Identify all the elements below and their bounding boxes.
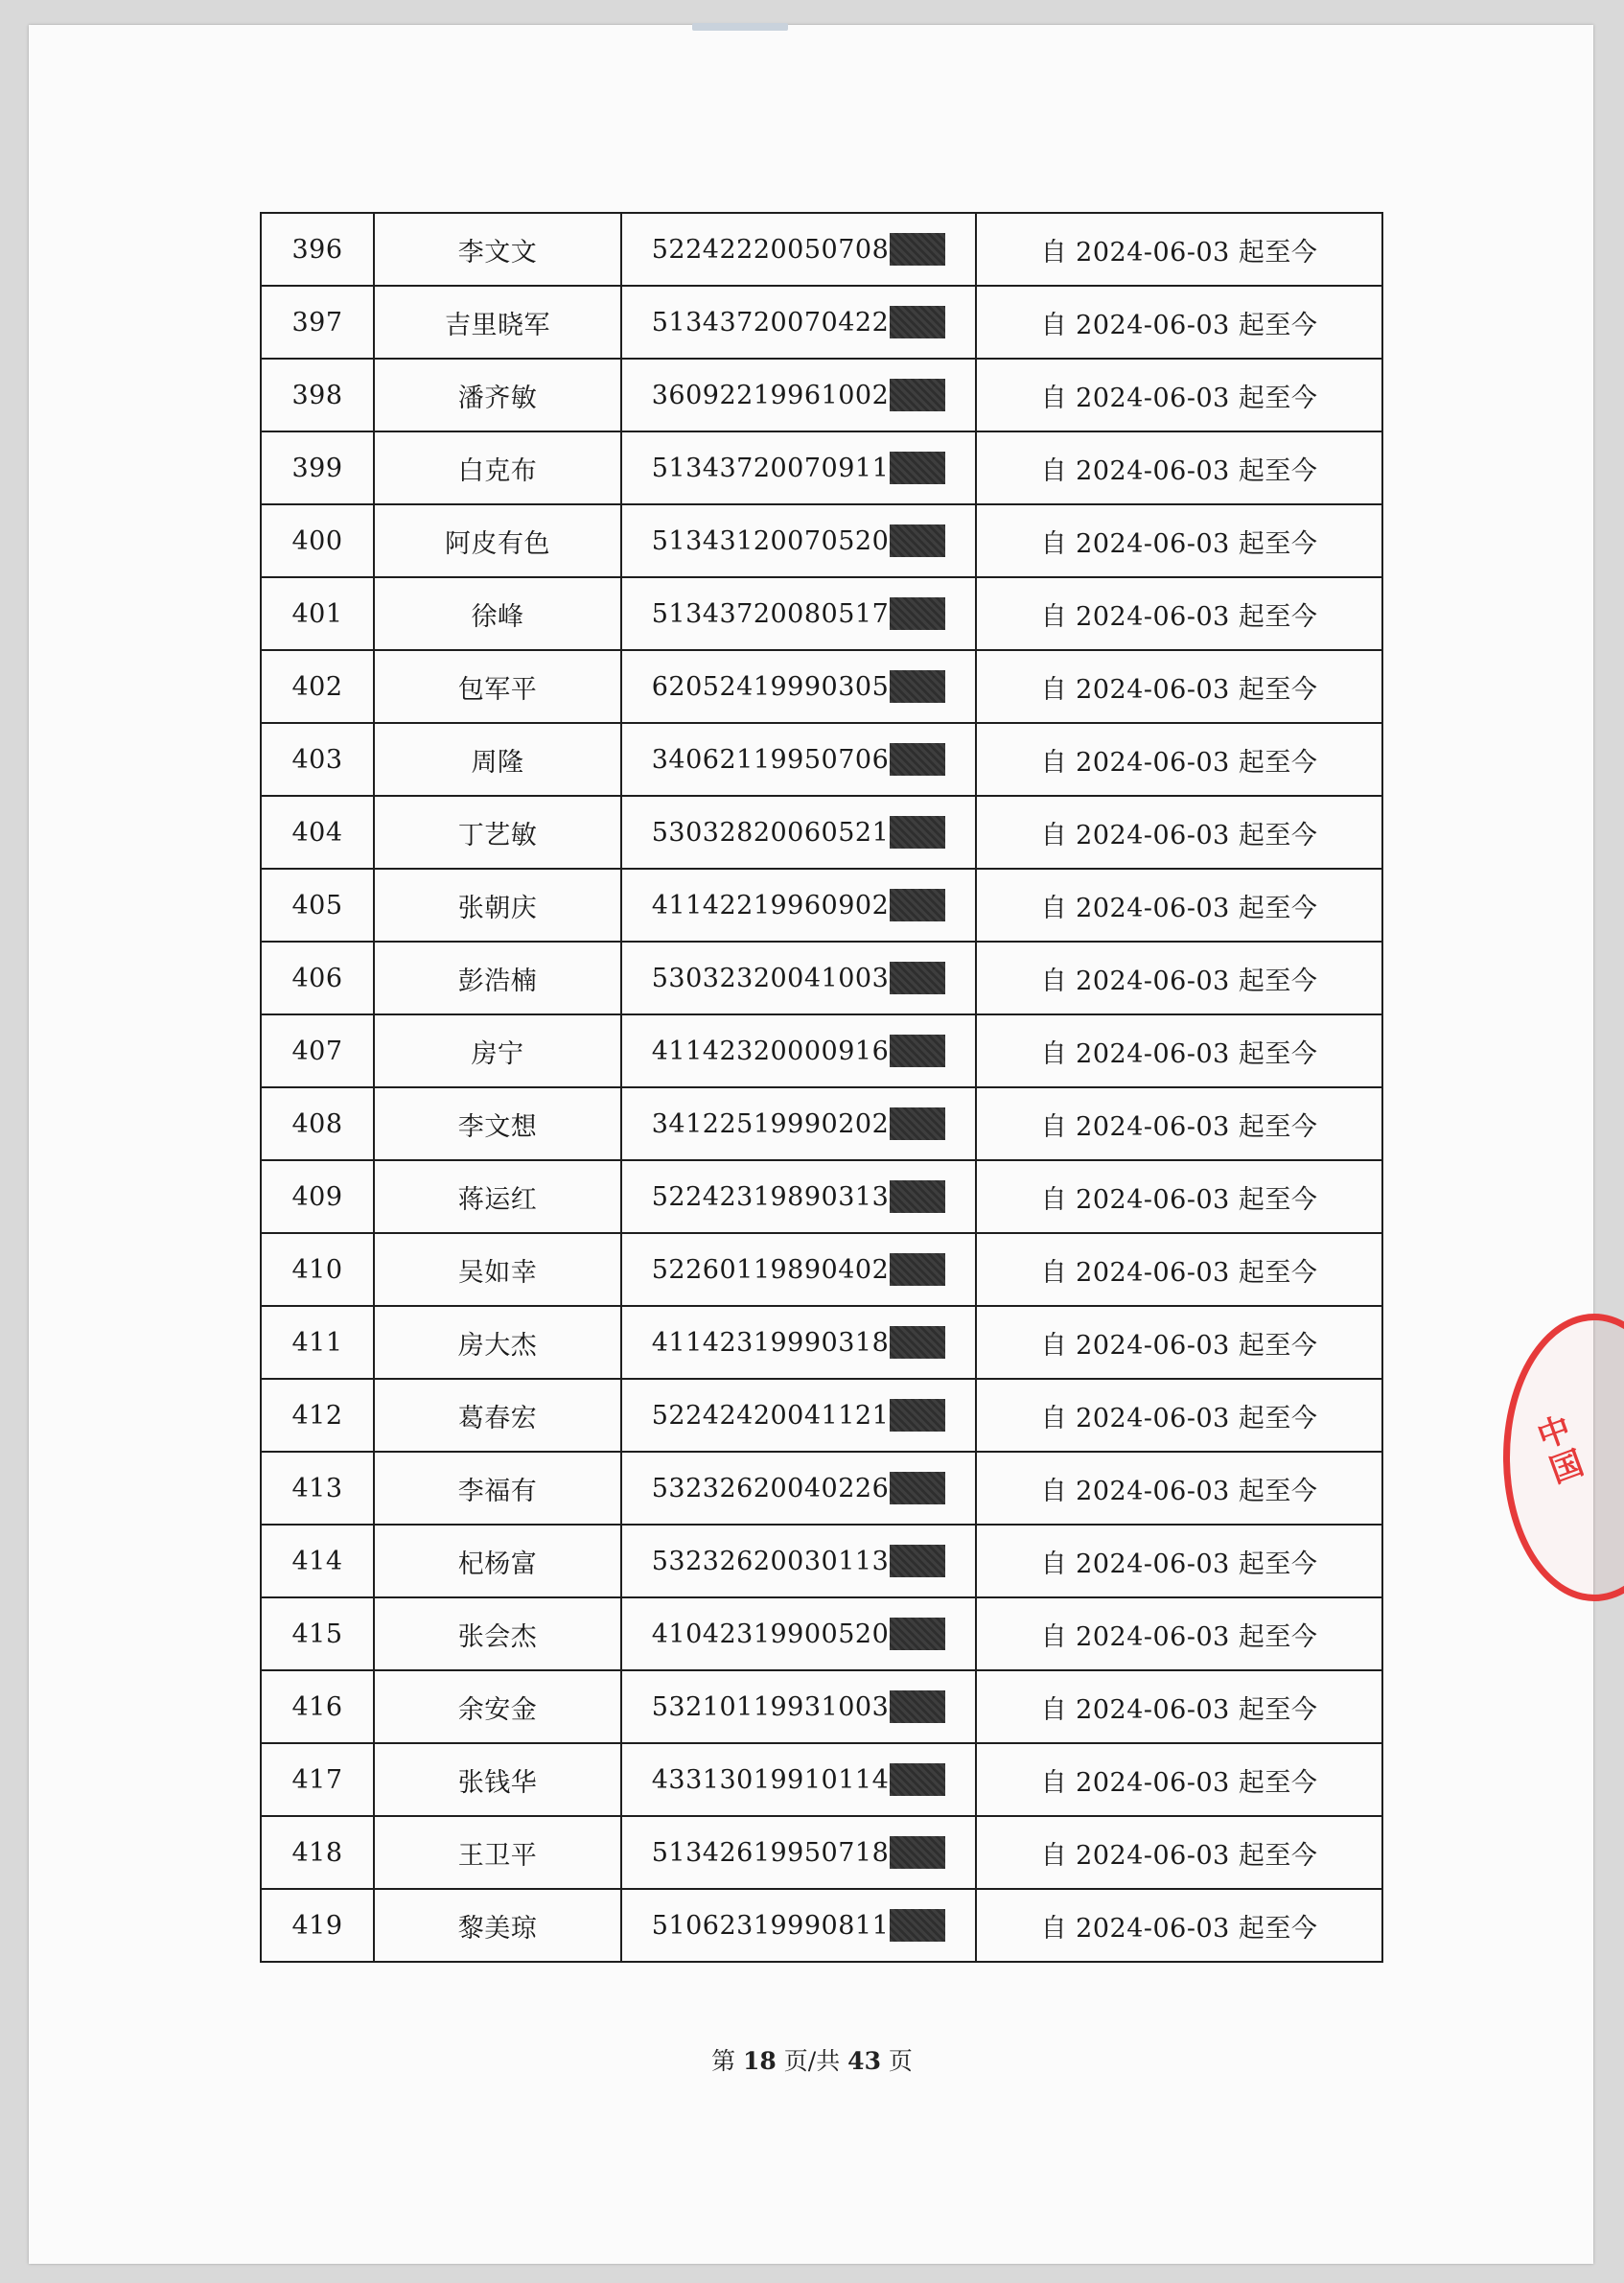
person-name: 吉里晓军 (374, 286, 621, 359)
redaction-block (890, 233, 945, 266)
id-number-cell (621, 286, 976, 359)
footer-middle: 页/共 (783, 2047, 841, 2075)
id-number-visible: 53232620030113 (651, 1546, 890, 1576)
id-number-cell (621, 1087, 976, 1160)
person-name: 包军平 (374, 650, 621, 723)
row-number: 396 (261, 213, 374, 286)
redaction-block (890, 1618, 945, 1650)
id-number-cell (621, 1379, 976, 1452)
person-name: 阿皮有色 (374, 504, 621, 577)
redaction-block (890, 889, 945, 921)
redaction-block (890, 670, 945, 703)
redaction-block (890, 1545, 945, 1577)
validity-period: 自 2024-06-03 起至今 (976, 286, 1382, 359)
table-row (261, 1087, 1382, 1160)
validity-period: 自 2024-06-03 起至今 (976, 1014, 1382, 1087)
id-number-visible: 52242420041121 (651, 1400, 890, 1431)
redaction-block (890, 1909, 945, 1942)
page-footer (0, 2042, 1624, 2077)
id-number-cell (621, 796, 976, 869)
validity-period: 自 2024-06-03 起至今 (976, 1670, 1382, 1743)
validity-period: 自 2024-06-03 起至今 (976, 1306, 1382, 1379)
table-row (261, 796, 1382, 869)
id-number-cell (621, 1306, 976, 1379)
id-number-visible: 53210119931003 (651, 1691, 890, 1722)
table-row (261, 1379, 1382, 1452)
person-name: 周隆 (374, 723, 621, 796)
row-number: 409 (261, 1160, 374, 1233)
table-row (261, 431, 1382, 504)
row-number: 399 (261, 431, 374, 504)
person-name: 张钱华 (374, 1743, 621, 1816)
redaction-block (890, 816, 945, 849)
table-row (261, 213, 1382, 286)
person-name: 潘齐敏 (374, 359, 621, 431)
redaction-block (890, 1180, 945, 1213)
table-row (261, 1452, 1382, 1525)
redaction-block (890, 1253, 945, 1286)
id-number-cell (621, 1233, 976, 1306)
person-name: 李文文 (374, 213, 621, 286)
footer-suffix: 页 (888, 2047, 913, 2075)
id-number-cell (621, 650, 976, 723)
validity-period: 自 2024-06-03 起至今 (976, 1597, 1382, 1670)
person-name: 房大杰 (374, 1306, 621, 1379)
roster-body (261, 213, 1382, 1962)
row-number: 397 (261, 286, 374, 359)
validity-period: 自 2024-06-03 起至今 (976, 942, 1382, 1014)
id-number-visible: 51343720070422 (651, 307, 890, 338)
person-name: 彭浩楠 (374, 942, 621, 1014)
id-number-cell (621, 504, 976, 577)
validity-period: 自 2024-06-03 起至今 (976, 359, 1382, 431)
id-number-visible: 51343120070520 (651, 525, 890, 556)
row-number: 400 (261, 504, 374, 577)
table-row (261, 1306, 1382, 1379)
person-name: 徐峰 (374, 577, 621, 650)
redaction-block (890, 1035, 945, 1067)
roster-table (260, 212, 1383, 1963)
current-page-number: 18 (743, 2047, 777, 2075)
id-number-cell (621, 942, 976, 1014)
redaction-block (890, 962, 945, 994)
table-row (261, 1160, 1382, 1233)
table-row (261, 650, 1382, 723)
redaction-block (890, 379, 945, 411)
validity-period: 自 2024-06-03 起至今 (976, 1087, 1382, 1160)
validity-period: 自 2024-06-03 起至今 (976, 869, 1382, 942)
row-number: 416 (261, 1670, 374, 1743)
row-number: 404 (261, 796, 374, 869)
table-row (261, 1014, 1382, 1087)
id-number-visible: 51343720080517 (651, 598, 890, 629)
row-number: 407 (261, 1014, 374, 1087)
person-name: 王卫平 (374, 1816, 621, 1889)
id-number-visible: 51343720070911 (651, 453, 890, 483)
row-number: 411 (261, 1306, 374, 1379)
validity-period: 自 2024-06-03 起至今 (976, 1743, 1382, 1816)
validity-period: 自 2024-06-03 起至今 (976, 723, 1382, 796)
id-number-cell (621, 1597, 976, 1670)
redaction-block (890, 1836, 945, 1869)
redaction-block (890, 452, 945, 484)
table-row (261, 942, 1382, 1014)
table-row (261, 869, 1382, 942)
table-row (261, 1743, 1382, 1816)
id-number-cell (621, 577, 976, 650)
table-row (261, 1233, 1382, 1306)
id-number-visible: 34122519990202 (651, 1108, 890, 1139)
table-row (261, 577, 1382, 650)
table-row (261, 504, 1382, 577)
id-number-visible: 51062319990811 (651, 1910, 890, 1941)
validity-period: 自 2024-06-03 起至今 (976, 1452, 1382, 1525)
validity-period: 自 2024-06-03 起至今 (976, 577, 1382, 650)
id-number-visible: 41142319990318 (651, 1327, 890, 1358)
total-pages-number: 43 (847, 2047, 881, 2075)
row-number: 402 (261, 650, 374, 723)
table-row (261, 723, 1382, 796)
person-name: 李文想 (374, 1087, 621, 1160)
id-number-cell (621, 1816, 976, 1889)
footer-prefix: 第 (711, 2047, 736, 2075)
table-row (261, 1670, 1382, 1743)
seal-text: 中国 (1532, 1409, 1589, 1491)
person-name: 黎美琼 (374, 1889, 621, 1962)
scan-artifact (692, 23, 788, 31)
row-number: 413 (261, 1452, 374, 1525)
table-row (261, 1889, 1382, 1962)
table-row (261, 359, 1382, 431)
validity-period: 自 2024-06-03 起至今 (976, 796, 1382, 869)
id-number-visible: 43313019910114 (651, 1764, 890, 1795)
id-number-visible: 52260119890402 (651, 1254, 890, 1285)
id-number-visible: 41142219960902 (651, 890, 890, 920)
redaction-block (890, 597, 945, 630)
id-number-cell (621, 723, 976, 796)
validity-period: 自 2024-06-03 起至今 (976, 1233, 1382, 1306)
row-number: 405 (261, 869, 374, 942)
row-number: 408 (261, 1087, 374, 1160)
redaction-block (890, 1107, 945, 1140)
person-name: 丁艺敏 (374, 796, 621, 869)
validity-period: 自 2024-06-03 起至今 (976, 1160, 1382, 1233)
validity-period: 自 2024-06-03 起至今 (976, 213, 1382, 286)
id-number-cell (621, 1670, 976, 1743)
row-number: 406 (261, 942, 374, 1014)
row-number: 418 (261, 1816, 374, 1889)
validity-period: 自 2024-06-03 起至今 (976, 1816, 1382, 1889)
id-number-visible: 53232620040226 (651, 1473, 890, 1503)
id-number-cell (621, 359, 976, 431)
person-name: 房宁 (374, 1014, 621, 1087)
person-name: 白克布 (374, 431, 621, 504)
id-number-cell (621, 1160, 976, 1233)
id-number-cell (621, 869, 976, 942)
row-number: 410 (261, 1233, 374, 1306)
row-number: 419 (261, 1889, 374, 1962)
validity-period: 自 2024-06-03 起至今 (976, 1525, 1382, 1597)
id-number-cell (621, 1889, 976, 1962)
id-number-cell (621, 431, 976, 504)
person-name: 余安金 (374, 1670, 621, 1743)
row-number: 398 (261, 359, 374, 431)
id-number-visible: 53032320041003 (651, 963, 890, 993)
redaction-block (890, 1326, 945, 1359)
validity-period: 自 2024-06-03 起至今 (976, 504, 1382, 577)
redaction-block (890, 524, 945, 557)
row-number: 412 (261, 1379, 374, 1452)
redaction-block (890, 306, 945, 338)
id-number-visible: 62052419990305 (651, 671, 890, 702)
validity-period: 自 2024-06-03 起至今 (976, 431, 1382, 504)
id-number-cell (621, 1525, 976, 1597)
table-row (261, 1525, 1382, 1597)
id-number-visible: 41042319900520 (651, 1619, 890, 1649)
id-number-cell (621, 1452, 976, 1525)
id-number-visible: 36092219961002 (651, 380, 890, 410)
redaction-block (890, 1472, 945, 1504)
validity-period: 自 2024-06-03 起至今 (976, 650, 1382, 723)
person-name: 吴如幸 (374, 1233, 621, 1306)
id-number-visible: 41142320000916 (651, 1036, 890, 1066)
table-row (261, 286, 1382, 359)
person-name: 李福有 (374, 1452, 621, 1525)
row-number: 415 (261, 1597, 374, 1670)
id-number-visible: 34062119950706 (651, 744, 890, 775)
person-name: 张会杰 (374, 1597, 621, 1670)
id-number-cell (621, 1743, 976, 1816)
id-number-visible: 52242220050708 (651, 234, 890, 265)
id-number-visible: 51342619950718 (651, 1837, 890, 1868)
id-number-cell (621, 213, 976, 286)
row-number: 401 (261, 577, 374, 650)
redaction-block (890, 1690, 945, 1723)
row-number: 403 (261, 723, 374, 796)
person-name: 蒋运红 (374, 1160, 621, 1233)
id-number-visible: 53032820060521 (651, 817, 890, 848)
id-number-visible: 52242319890313 (651, 1181, 890, 1212)
redaction-block (890, 743, 945, 776)
row-number: 417 (261, 1743, 374, 1816)
person-name: 张朝庆 (374, 869, 621, 942)
validity-period: 自 2024-06-03 起至今 (976, 1379, 1382, 1452)
redaction-block (890, 1399, 945, 1432)
redaction-block (890, 1763, 945, 1796)
id-number-cell (621, 1014, 976, 1087)
table-row (261, 1816, 1382, 1889)
table-row (261, 1597, 1382, 1670)
validity-period: 自 2024-06-03 起至今 (976, 1889, 1382, 1962)
row-number: 414 (261, 1525, 374, 1597)
person-name: 葛春宏 (374, 1379, 621, 1452)
person-name: 杞杨富 (374, 1525, 621, 1597)
